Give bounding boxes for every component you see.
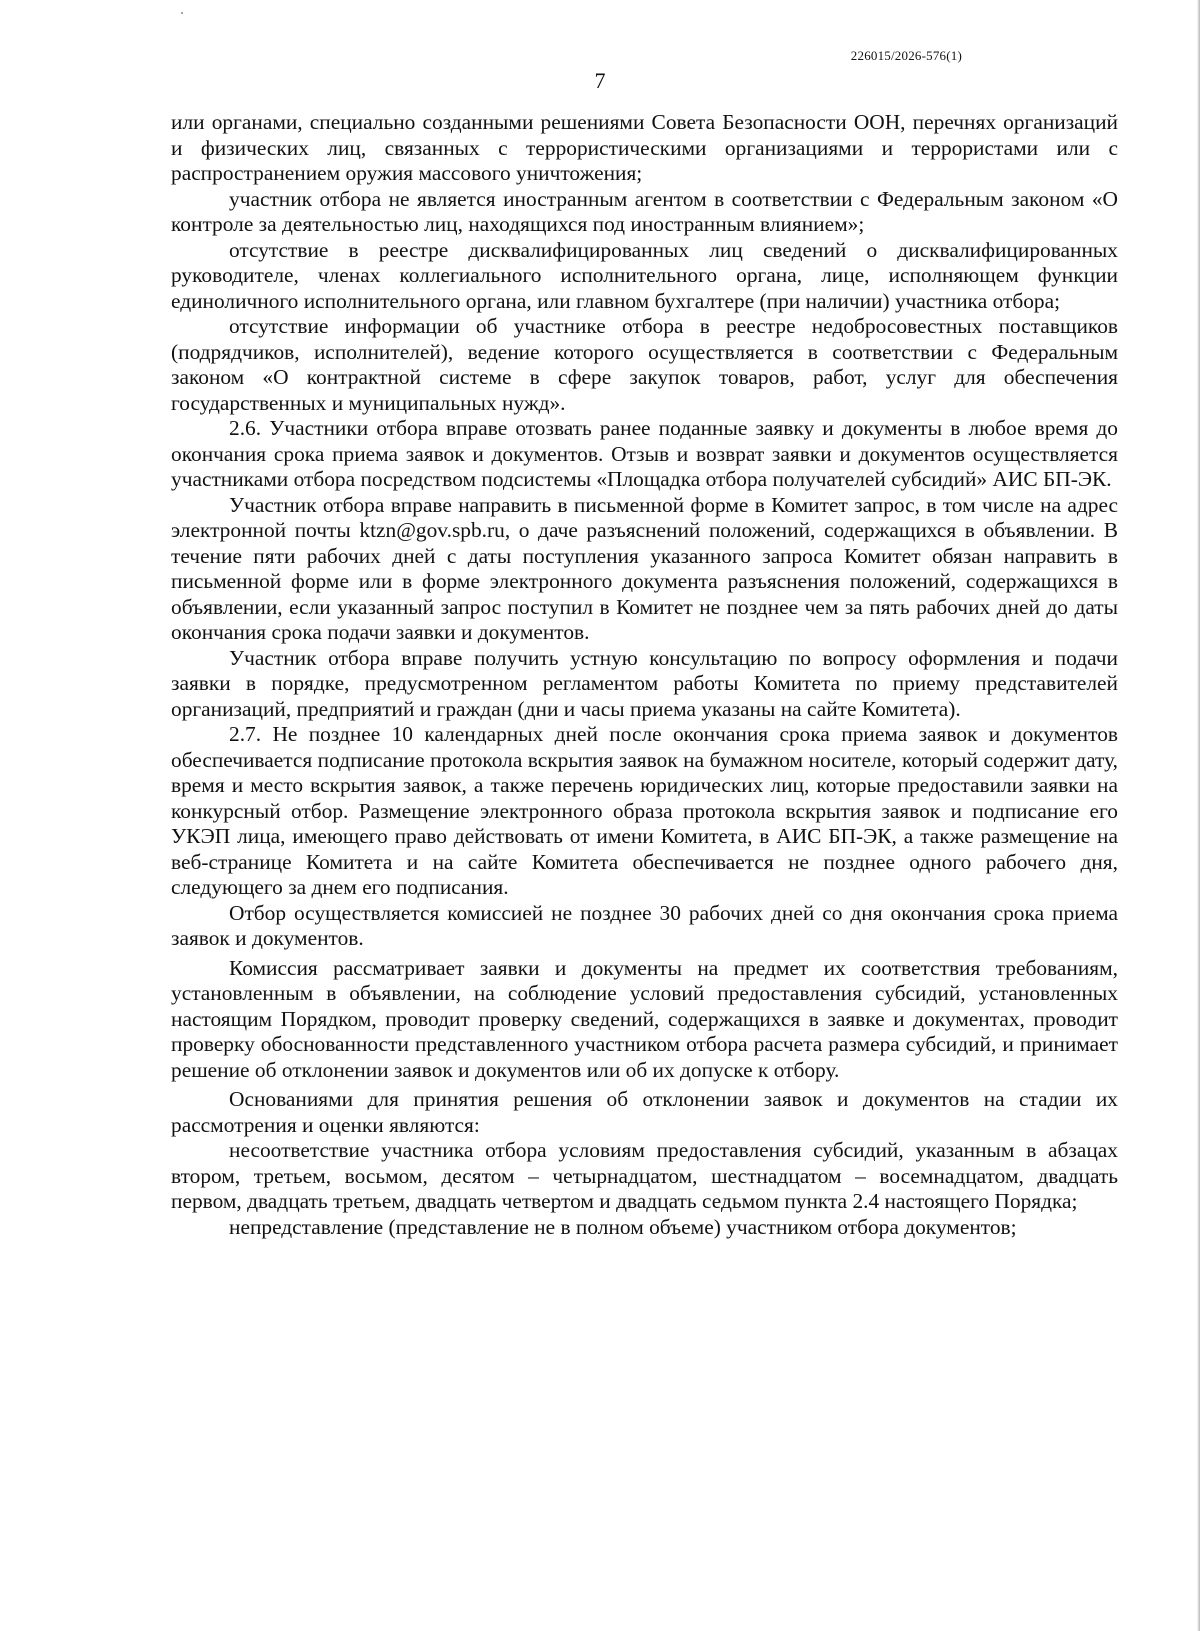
paragraph: Основаниями для принятия решения об отклонении заявок и документов на стадии их рассмотрения и оценки являются:: [171, 1087, 1118, 1137]
paragraph-section-2-6: 2.6. Участники отбора вправе отозвать ранее поданные заявку и документы в любое время до окончания срока приема заявок и документов. Отзыв и возврат заявки и документов осуществляется участниками отбора посредством подсистемы «Площадка отбора получателей субсидий» АИС БП-ЭК.: [171, 416, 1118, 491]
paragraph: непредставление (представление не в полном объеме) участником отбора документов;: [229, 1214, 1017, 1239]
paragraph: участник отбора не является иностранным агентом в соответствии с Федеральным законом «О контроле за деятельностью лиц, находящихся под иностранным влиянием»;: [171, 186, 1118, 236]
paragraph-section-2-7: 2.7. Не позднее 10 календарных дней после окончания срока приема заявок и документов обеспечивается подписание протокола вскрытия заявок на бумажном носителе, который содержит дату, время и место вскрытия заявок, а также перечень юридических лиц, которые предоставили заявки на конкурсный отбор. Размещение электронного образа протокола вскрытия заявок и подписание его УКЭП лица, имеющего право действовать от имени Комитета, в АИС БП-ЭК, а также размещение на веб-странице Комитета и на сайте Комитета обеспечивается не позднее одного рабочего дня, следующего за днем его подписания.: [171, 722, 1118, 899]
paragraph: Отбор осуществляется комиссией не позднее 30 рабочих дней со дня окончания срока приема заявок и документов.: [171, 900, 1118, 950]
paragraph: отсутствие информации об участнике отбора в реестре недобросовестных поставщиков (подрядчиков, исполнителей), ведение которого осуществляется в соответствии с Федеральным законом «О контрактной системе в сфере закупок товаров, работ, услуг для обеспечения государственных и муниципальных нужд».: [171, 314, 1118, 415]
paragraph: несоответствие участника отбора условиям предоставления субсидий, указанным в абзацах втором, третьем, восьмом, десятом – четырнадцатом, шестнадцатом – восемнадцатом, двадцать первом, двадцать третьем, двадцать четвертом и двадцать седьмом пункта 2.4 настоящего Порядка;: [171, 1138, 1118, 1213]
paragraph: отсутствие в реестре дисквалифицированных лиц сведений о дисквалифицированных руководителе, членах коллегиального исполнительного органа, лице, исполняющем функции единоличного исполнительного органа, или главном бухгалтере (при наличии) участника отбора;: [171, 237, 1118, 313]
paragraph: Участник отбора вправе получить устную консультацию по вопросу оформления и подачи заявки в порядке, предусмотренном регламентом работы Комитета по приему представителей организаций, предприятий и граждан (дни и часы приема указаны на сайте Комитета).: [171, 645, 1118, 721]
document-body: [171, 110, 1118, 1240]
document-registration-number: 226015/2026-576(1): [850, 48, 962, 63]
paragraph-continuation: или органами, специально созданными решениями Совета Безопасности ООН, перечнях организаций и физических лиц, связанных с террористическими организациями и террористами или с распространением оружия массового уничтожения;: [171, 110, 1118, 185]
page-number: 7: [594, 68, 606, 93]
paragraph: Комиссия рассматривает заявки и документы на предмет их соответствия требованиям, установленным в объявлении, на соблюдение условий предоставления субсидий, установленных настоящим Порядком, проводит проверку сведений, содержащихся в заявке и документах, проводит проверку обоснованности представленного участником отбора расчета размера субсидий, и принимает решение об отклонении заявок и документов или об их допуске к отбору.: [171, 955, 1118, 1082]
paragraph: Участник отбора вправе направить в письменной форме в Комитет запрос, в том числе на адрес электронной почты ktzn@gov.spb.ru, о даче разъяснений положений, содержащихся в объявлении. В течение пяти рабочих дней с даты поступления указанного запроса Комитет обязан направить в письменной форме или в форме электронного документа разъяснения положений, содержащихся в объявлении, если указанный запрос поступил в Комитет не позднее чем за пять рабочих дней до даты окончания срока подачи заявки и документов.: [171, 492, 1118, 644]
scan-speck: [181, 12, 183, 14]
